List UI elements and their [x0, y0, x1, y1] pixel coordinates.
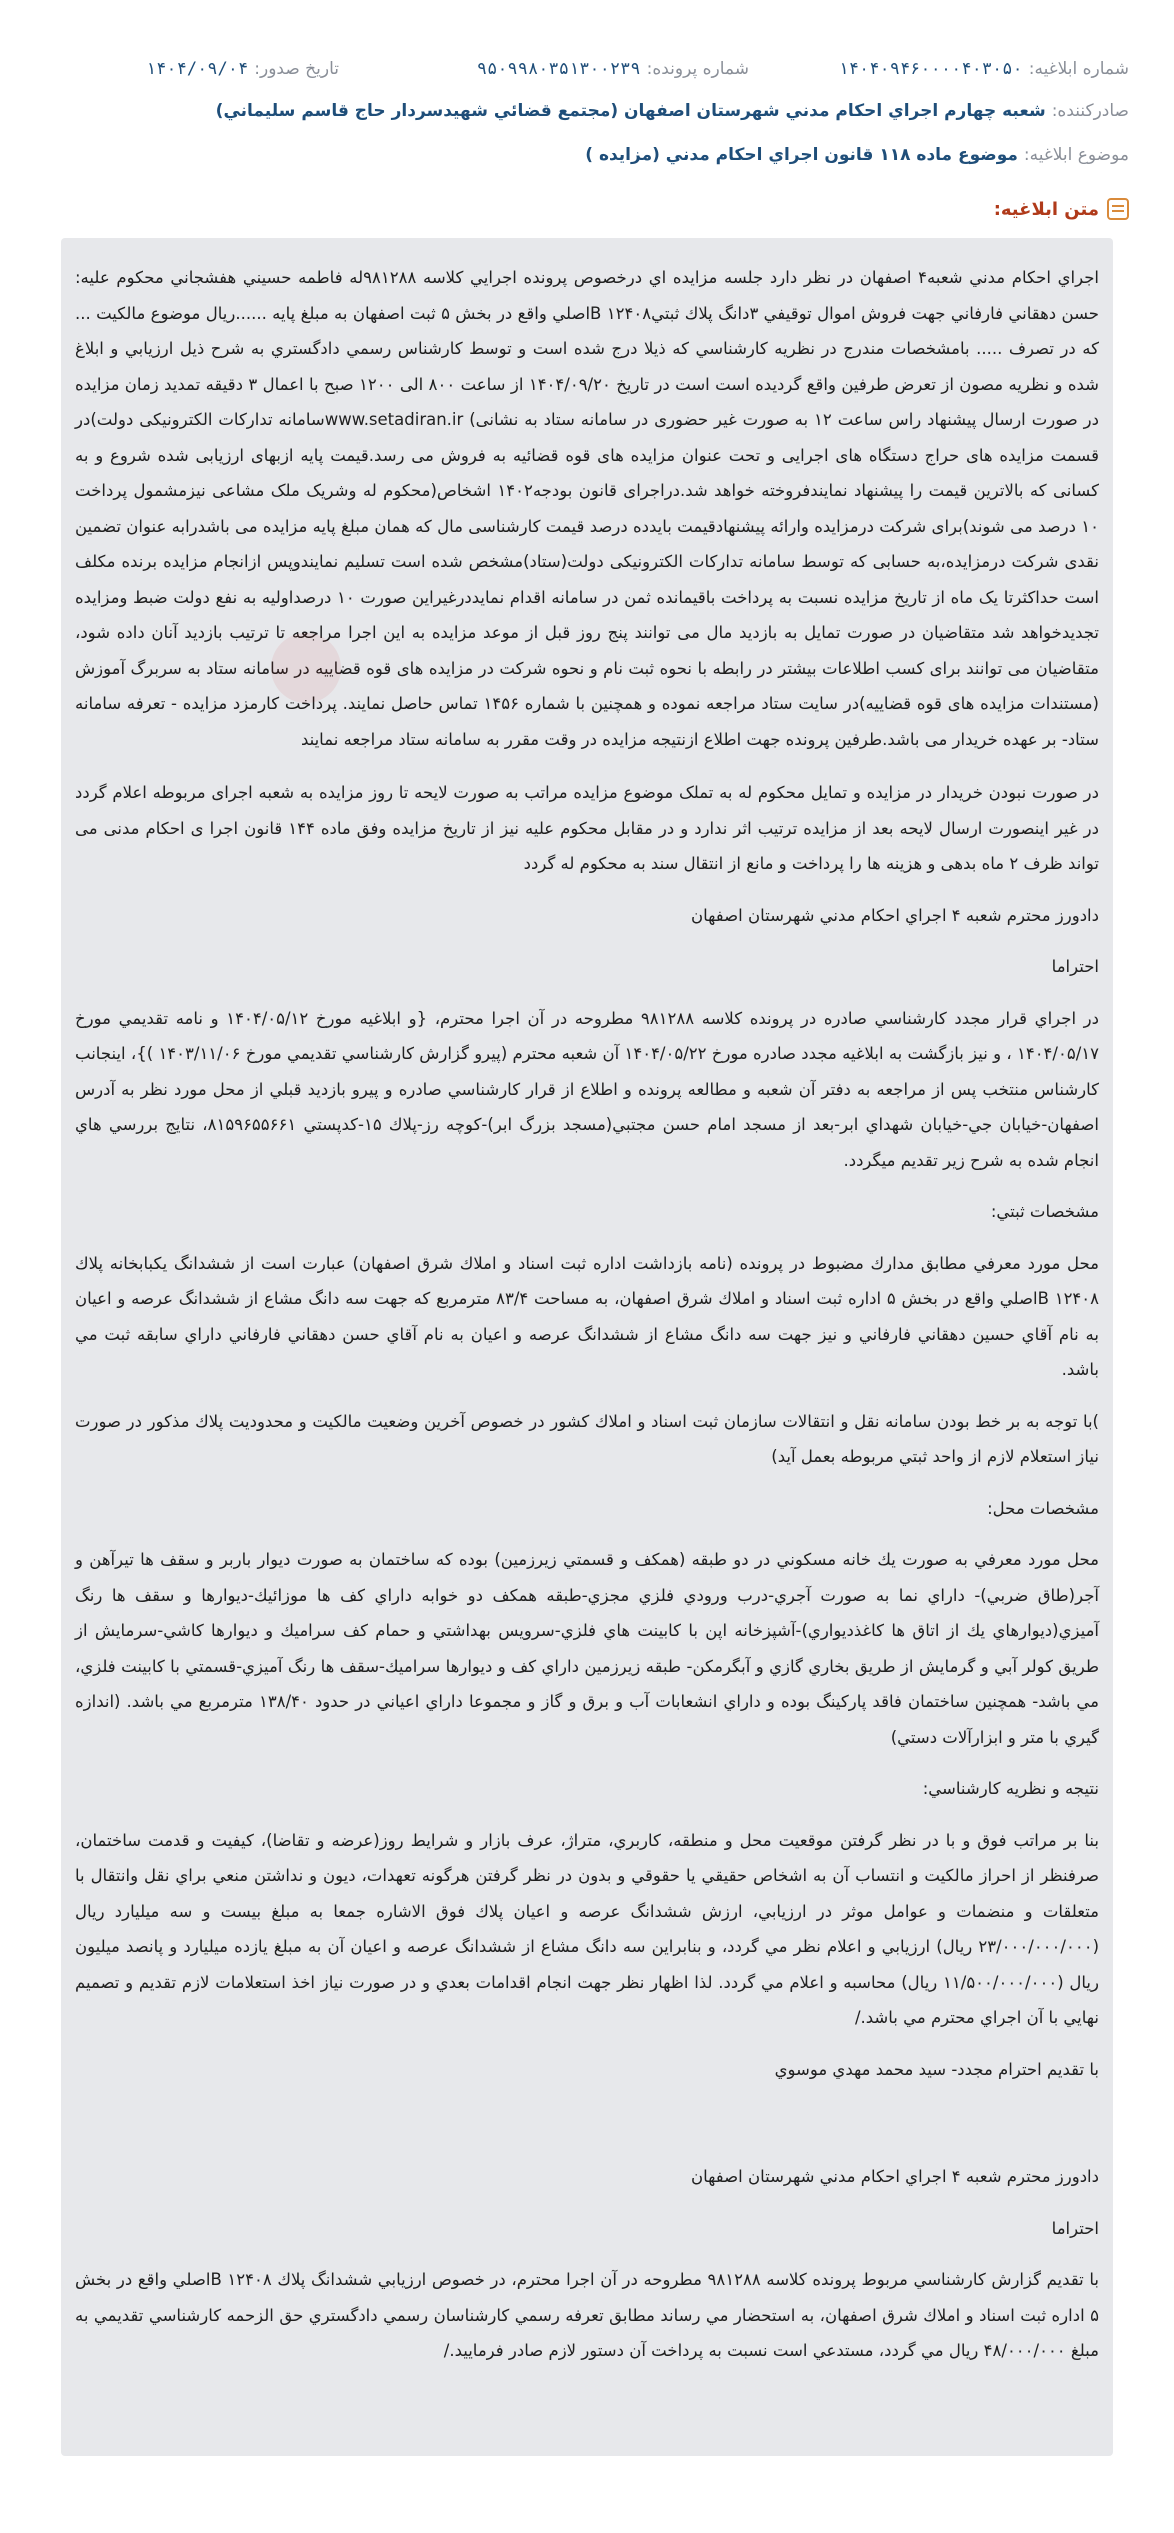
- file-number: [339, 59, 749, 79]
- document-icon: [1107, 198, 1129, 220]
- subject-label: موضوع ابلاغیه:: [1023, 145, 1129, 165]
- subject-value: موضوع ماده ۱۱۸ قانون اجراي احكام مدني (مزايده ): [585, 145, 1018, 165]
- registration-note: )با توجه به بر خط بودن سامانه نقل و انتقالات سازمان ثبت اسناد و املاك كشور در خصوص آخرين وضعيت مالكيت و محدوديت پلاك مذكور در صورت نياز استعلام لازم از واحد ثبتي مربوطه بعمل آيد): [75, 1411, 1099, 1466]
- fee-paragraph: با تقديم گزارش كارشناسي مربوط پرونده كلاسه ۹۸۱۲۸۸ مطروحه در آن اجرا محترم، در خصوص ارزيابي ششدانگ پلاك ۱۲۴۰۸ Bاصلي واقع در بخش ۵ اداره ثبت اسناد و املاك شرق اصفهان، به استحضار مي رساند مطابق تعرفه رسمي كارشناسان رسمي دادگستري حق الزحمه كارشناسي تقديمي به مبلغ ۴۸/۰۰۰/۰۰۰ ريال مي گردد، مستدعي است نسبت به پرداخت آن دستور لازم صادر فرماييد./: [75, 2270, 1099, 2360]
- salutation-1: احتراما: [1051, 957, 1099, 976]
- body-paragraph-5: در اجراي قرار مجدد كارشناسي صادره در پرونده كلاسه ۹۸۱۲۸۸ مطروحه در آن اجرا محترم، {و ابلاغيه مورخ ۱۴۰۴/۰۵/۱۲ و نامه تقديمي مورخ ۱۴۰۴/۰۵/۱۷ ، و نيز بازگشت به ابلاغيه مجدد صادره مورخ ۱۴۰۴/۰۵/۲۲ آن شعبه محترم (پيرو گزارش كارشناسي تقديمي مورخ ۱۴۰۳/۱۱/۰۶ )}، اينجانب كارشناس منتخب پس از مراجعه به دفتر آن شعبه و مطالعه پرونده و اطلاع از قرار كارشناسي صادره و پيرو بازديد قبلي از محل مورد نظر به آدرس اصفهان-خيابان جي-خيابان شهداي ابر-بعد از مسجد امام حسن مجتبي(مسجد بزرگ ابر)-كوچه رز-پلاك ۱۵-كدپستي ۸۱۵۹۶۵۵۶۶۱، نتايج بررسي هاي انجام شده به شرح زير تقديم ميگردد.: [75, 1008, 1099, 1170]
- issue-date: [146, 59, 339, 79]
- body-paragraph-2: در صورت نبودن خريدار در مزايده و تمايل محكوم له به تملک موضوع مزايده مراتب به صورت لايحه تا روز مزايده به شعبه اجرای مربوطه اعلام گردد در غير اينصورت ارسال لايحه بعد از مزايده ترتيب اثر ندارد و در مقابل محكوم عليه نيز از تاريخ مزايده وفق ماده ۱۴۴ قانون اجرا ی احكام مدنی می تواند ظرف ۲ ماه بدهی و هزينه ها را پرداخت و مانع از انتقال سند به محكوم له گردد: [75, 783, 1099, 873]
- section-title: [994, 198, 1129, 220]
- registration-heading: مشخصات ثبتي:: [990, 1202, 1099, 1221]
- file-number-value: ۹۵۰۹۹۸۰۳۵۱۳۰۰۲۳۹: [476, 59, 641, 79]
- property-heading: مشخصات محل:: [987, 1498, 1099, 1518]
- issue-date-value: ۱۴۰۴/۰۹/۰۴: [145, 59, 249, 79]
- issue-date-label: تاریخ صدور:: [254, 59, 339, 79]
- subject-line: [45, 140, 1129, 170]
- result-details: بنا بر مراتب فوق و با در نظر گرفتن موقعيت محل و منطقه، كاربري، متراژ، عرف بازار و شرايط روز(عرضه و تقاضا)، كيفيت و قدمت ساختمان، صرفنظر از احراز مالكيت و انتساب آن به اشخاص حقيقي يا حقوقي و بدون در نظر گرفتن هرگونه تعهدات، ديون و نداشتن منعي براي نقل وانتقال با متعلقات و منضمات و عوامل موثر در ارزيابي، ارزش ششدانگ عرصه و اعيان پلاك فوق الاشاره جمعا به مبلغ بيست و سه ميليارد ريال (۲۳/۰۰۰/۰۰۰/۰۰۰ ريال) ارزيابي و اعلام نظر مي گردد، و بنابراين سه دانگ مشاع از ششدانگ عرصه و اعيان آن به مبلغ يازده ميليارد و پانصد ميليون ريال (۱۱/۵۰۰/۰۰۰/۰۰۰ ريال) محاسبه و اعلام مي گردد. لذا اظهار نظر جهت انجام اقدامات بعدي و در صورت نياز اخذ استعلامات لازم تقديم و تصميم نهايي با آن اجراي محترم مي باشد./: [75, 1830, 1099, 2027]
- body-paragraph-1: اجراي احكام مدني شعبه۴ اصفهان در نظر دارد جلسه مزايده اي درخصوص پرونده اجرايي كلاسه ۹۸۱۲۸۸له فاطمه حسيني هفشجاني محكوم عليه: حسن دهقاني فارفاني جهت فروش اموال توقيفي ۳دانگ پلاك ثبتي۱۲۴۰۸ Bاصلي واقع در بخش ۵ ثبت اصفهان به مبلغ پايه ......ريال موضوع مالكيت ... كه در تصرف ..... بامشخصات مندرج در نظريه كارشناسي كه ذيلا درج شده است و توسط كارشناس رسمي دادگستري به شرح ذيل ارزيابي و ابلاغ شده و نظريه مصون از تعرض طرفين واقع گرديده است است در تاريخ ۱۴۰۴/۰۹/۲۰ از ساعت ۸۰۰ الی ۱۲۰۰ صبح با اعمال ۳ دقيقه تمديد زمان مزايده در صورت ارسال پيشنهاد راس ساعت ۱۲ به صورت غير حضوری در سامانه ستاد به نشانی) www.setadiran.irسامانه تداركات الكترونيكی دولت)در قسمت مزايده های حراج دستگاه های اجرايی و تحت عنوان مزايده های قوه قضائيه به فروش می رسد.قيمت پايه ازبهای ارزيابی شده شروع و به كسانی كه بالاترين قيمت را پيشنهاد نمايندفروخته خواهد شد.دراجرای قانون بودجه۱۴۰۲ اشخاص(محكوم له وشريک ملک مشاعی نيزمشمول پرداخت ۱۰ درصد می شوند)برای شركت درمزايده وارائه پيشنهادقيمت بايدده درصد قيمت كارشناسی مال كه همان مبلغ پايه مزايده می باشدرابه عنوان تضمين نقدی شركت درمزايده،به حسابی كه توسط سامانه تداركات الكترونيكی دولت(ستاد)مشخص شده است تسليم نمايندوپس ازانجام مزايده برنده مكلف است حداكثرتا يک ماه از تاريخ مزايده نسبت به پرداخت باقيمانده ثمن در سامانه اقدام نمايددرغيراين صورت ۱۰ درصداوليه به نفع دولت ضبط ومزايده تجديدخواهد شد متقاضيان در صورت تمايل به بازديد مال می توانند پنج روز قبل از موعد مزايده به اين اجرا مراجعه تا ترتيب بازديد آنان داده شود، متقاضيان می توانند برای كسب اطلاعات بيشتر در رابطه با نحوه ثبت نام و نحوه شركت در مزايده های قوه قضاييه در سامانه ستاد به سربرگ آموزش (مستندات مزايده های قوه قضاييه)در سايت ستاد مراجعه نموده و همچنين با شماره ۱۴۵۶ تماس حاصل نمايند. پرداخت كارمزد مزايده - تعرفه سامانه ستاد- بر عهده خريدار می باشد.طرفين پرونده جهت اطلاع ازنتيجه مزايده در وقت مقرر به سامانه ستاد مراجعه نمايند: [75, 268, 1100, 749]
- notice-number-label: شماره ابلاغیه:: [1028, 59, 1129, 79]
- notice-number-value: ۱۴۰۴۰۹۴۶۰۰۰۰۴۰۳۰۵۰: [838, 59, 1023, 79]
- registration-details: محل مورد معرفي مطابق مدارك مضبوط در پرونده (نامه بازداشت اداره ثبت اسناد و املاك شرق اصفهان) عبارت است از ششدانگ يكبابخانه پلاك ۱۲۴۰۸ Bاصلي واقع در بخش ۵ اداره ثبت اسناد و املاك شرق اصفهان، به مساحت ۸۳/۴ مترمربع كه جهت سه دانگ مشاع از ششدانگ عرصه و اعيان به نام آقاي حسين دهقاني فارفاني و نيز جهت سه دانگ مشاع از ششدانگ عرصه و اعيان به نام آقاي حسن دهقاني فارفاني داراي سابقه ثبت مي باشد.: [75, 1253, 1100, 1379]
- issuer-label: صادرکننده:: [1051, 101, 1129, 121]
- addressee-line-2: دادورز محترم شعبه ۴ اجراي احكام مدني شهرستان اصفهان: [691, 2167, 1099, 2186]
- header-meta-row: [45, 54, 1129, 84]
- notice-number: [749, 59, 1129, 79]
- issuer-value: شعبه چهارم اجراي احكام مدني شهرستان اصفهان (مجتمع قضائي شهيدسردار حاج قاسم سليماني): [215, 101, 1046, 121]
- file-number-label: شماره پرونده:: [646, 59, 749, 79]
- result-heading: نتيجه و نظريه كارشناسي:: [922, 1779, 1099, 1798]
- issuer-line: [45, 96, 1129, 126]
- section-title-text: متن ابلاغیه:: [993, 198, 1099, 220]
- notice-body: [61, 238, 1113, 2456]
- property-details: محل مورد معرفي به صورت يك خانه مسكوني در دو طبقه (همكف و قسمتي زيرزمين) بوده كه ساختمان به صورت ديوار باربر و سقف ها تيرآهن و آجر(طاق ضربي)- داراي نما به صورت آجري-درب ورودي فلزي مجزي-طبقه همكف دو خوابه داراي كف ها موزائيك-ديوارها و سقف ها رنگ آميزي(ديوارهاي يك از اتاق ها كاغذديواري)-آشپزخانه اپن با كابينت هاي فلزي-سرويس بهداشتي و حمام كف سراميك و ديوارها كاشي-سرمايش از طريق كولر آبي و گرمايش از طريق بخاري گازي و آبگرمكن- طبقه زيرزمين داراي كف و ديوارها سراميك-سقف ها رنگ آميزي-قسمتي با كابينت فلزي، مي باشد- همچنين ساختمان فاقد پاركينگ بوده و داراي انشعابات آب و برق و گاز و مجموعا داراي اعياني در حدود ۱۳۸/۴۰ مترمربع مي باشد. (اندازه گيري با متر و ابزارآلات دستي): [75, 1550, 1099, 1747]
- salutation-2: احتراما: [1051, 2218, 1099, 2238]
- addressee-line-1: دادورز محترم شعبه ۴ اجراي احكام مدني شهرستان اصفهان: [691, 905, 1099, 925]
- signature-line: با تقديم احترام مجدد- سيد محمد مهدي موسوي: [774, 2059, 1099, 2079]
